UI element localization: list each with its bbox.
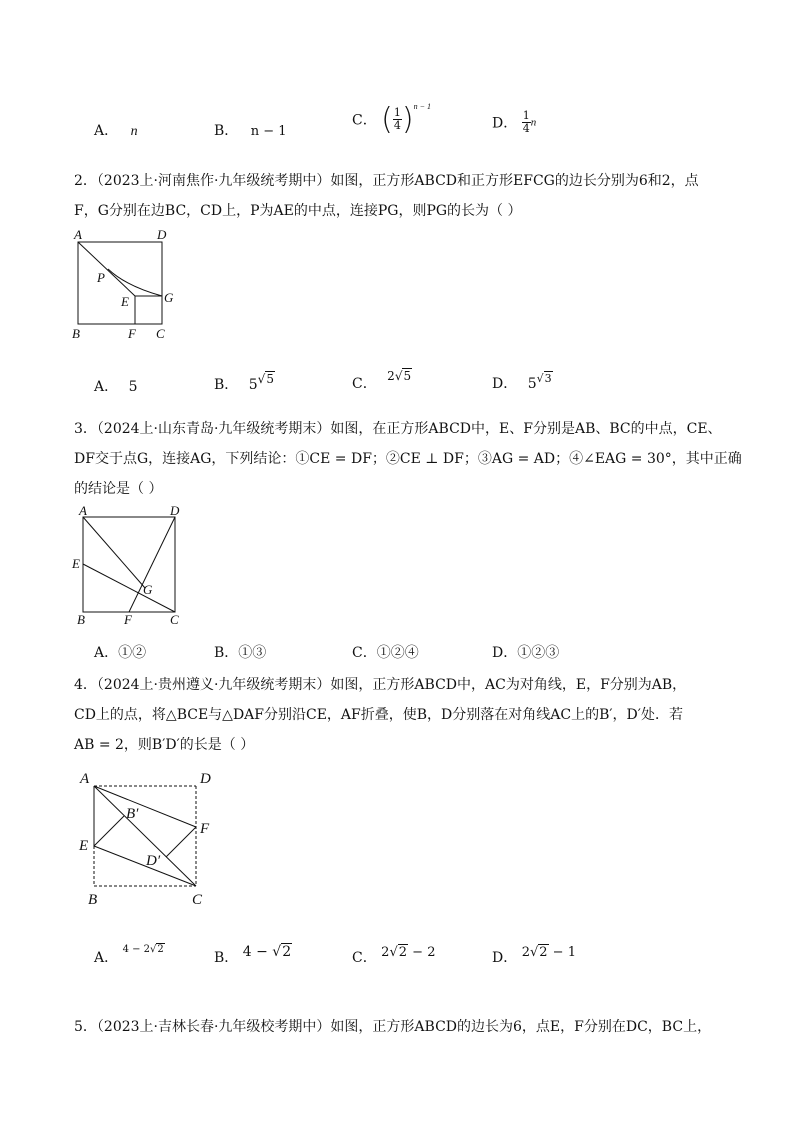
q2-option-c: C． 2√5 — [352, 369, 412, 392]
segment-ce — [83, 564, 175, 612]
right-paren: ) — [401, 102, 414, 137]
fraction — [522, 110, 531, 135]
q4-option-a: A． $^{4 - 2√2}$ — [94, 944, 164, 966]
denominator: 4 — [522, 122, 530, 135]
option-value: ①③ — [238, 645, 267, 661]
segment-ae — [78, 242, 135, 296]
radicand: 2 — [539, 945, 548, 960]
option-letter: D． — [492, 645, 518, 661]
label-g: G — [143, 582, 153, 597]
segment-fd-prime — [166, 827, 196, 857]
label-c: C — [156, 326, 165, 341]
label-c: C — [170, 612, 179, 627]
square-abcd — [83, 517, 175, 612]
q1-option-d — [492, 110, 536, 135]
option-letter: D． — [492, 115, 518, 132]
radicand: 2 — [282, 944, 292, 960]
denominator: 4 — [393, 119, 401, 132]
q2-option-a — [94, 376, 138, 396]
q3-option-c — [352, 642, 419, 662]
q2-text-line1: 2．（2023上·河南焦作·九年级统考期中）如图，正方形ABCD和正方形EFCG的边长分别为6和2，点 — [74, 173, 699, 189]
option-letter: A． — [94, 950, 119, 966]
expr-pre: 2 — [521, 945, 530, 960]
label-b: B — [77, 612, 85, 627]
option-letter: A． — [94, 123, 119, 139]
label-b-prime: B′ — [126, 806, 139, 822]
option-coef: 5 — [527, 376, 537, 392]
option-letter: C． — [352, 950, 377, 966]
option-value: 5 — [128, 379, 138, 395]
q3-text-line1: 3．（2024上·山东青岛·九年级统考期末）如图，在正方形ABCD中，E、F分别是AB、BC的中点，CE、 — [74, 421, 722, 437]
label-d: D — [200, 771, 211, 787]
radicand: 5 — [266, 372, 274, 386]
option-letter: B． — [214, 123, 239, 139]
option-value: ①②③ — [517, 645, 560, 661]
segment-eb-prime — [94, 816, 124, 846]
segment-ec — [94, 846, 196, 886]
q1-option-b — [214, 120, 287, 140]
option-letter: B． — [214, 950, 239, 966]
square-efcg — [135, 296, 162, 324]
segment-ag — [83, 517, 145, 588]
q4-option-c: C． 2√2 − 2 — [352, 945, 436, 966]
q2-option-d: D． $5^{√3}$ — [492, 372, 552, 392]
q5-text-line1: 5．（2023上·吉林长春·九年级校考期中）如图，正方形ABCD的边长为6，点E，F分别在DC，BC上， — [74, 1019, 712, 1035]
segment-df — [129, 517, 175, 612]
numerator: 1 — [522, 109, 530, 122]
left-paren: ( — [381, 102, 393, 137]
fraction — [393, 107, 402, 132]
option-expr: n — [130, 124, 138, 139]
expr-pre: 4 − — [242, 944, 273, 960]
q3-option-a — [94, 642, 146, 662]
option-expr: n − 1 — [250, 124, 287, 139]
q1-option-a — [94, 120, 138, 140]
label-c: C — [192, 892, 203, 908]
option-coef: 2 — [387, 369, 395, 383]
diagonal-ac — [94, 786, 196, 886]
option-letter: B． — [214, 645, 239, 661]
q4-figure — [74, 764, 224, 910]
label-a: A — [79, 503, 87, 518]
q2-text-line2: F，G分别在边BC，CD上，P为AE的中点，连接PG，则PG的长为（ ） — [74, 203, 522, 219]
q3-option-b — [214, 642, 266, 662]
option-coef: 5 — [248, 377, 258, 393]
label-p: P — [97, 270, 105, 285]
q1-option-c — [352, 102, 431, 137]
option-letter: C． — [352, 645, 377, 661]
q3-option-d — [492, 642, 559, 662]
option-value: ①② — [118, 645, 147, 661]
option-value: ①②④ — [376, 645, 419, 661]
radicand: 2 — [157, 944, 164, 955]
expr-post: − 2 — [408, 945, 436, 960]
option-letter: A． — [94, 645, 119, 661]
label-f: F — [128, 326, 136, 341]
segment-pg — [108, 269, 162, 296]
radicand: 2 — [398, 945, 408, 960]
label-f: F — [200, 821, 210, 837]
q4-text-line1: 4．（2024上·贵州遵义·九年级统考期末）如图，正方形ABCD中，AC为对角线，E，F分别为AB， — [74, 677, 687, 693]
label-g: G — [164, 290, 174, 305]
expr-post: − 1 — [548, 945, 576, 960]
label-b: B — [88, 892, 98, 908]
label-a: A — [80, 771, 90, 787]
q4-text-line3: AB = 2，则B′D′的长是（ ） — [74, 737, 255, 753]
label-e: E — [121, 294, 129, 309]
q4-text-line2: CD上的点，将△BCE与△DAF分别沿CE，AF折叠，使B，D分别落在对角线AC上的B′，D′处．若 — [74, 707, 683, 723]
q3-figure — [66, 502, 196, 630]
q4-option-d: D． 2√2 − 1 — [492, 945, 576, 966]
label-f: F — [124, 612, 132, 627]
label-a: A — [74, 227, 82, 242]
numerator: 1 — [393, 106, 401, 119]
label-e: E — [72, 556, 80, 571]
label-e: E — [79, 838, 89, 854]
option-letter: A． — [94, 379, 119, 395]
option-letter: D． — [492, 950, 518, 966]
option-letter: B． — [214, 377, 239, 393]
q4-option-b: B． 4 − √2 — [214, 944, 292, 966]
exponent: n − 1 — [413, 102, 432, 111]
variable: n — [530, 116, 537, 129]
radicand: 5 — [403, 369, 412, 383]
q2-figure — [66, 226, 196, 344]
label-d-prime: D′ — [146, 853, 161, 869]
radicand: 3 — [544, 372, 552, 385]
label-d: D — [157, 227, 167, 242]
option-letter: C． — [352, 112, 377, 129]
expr-pre: 4 − 2 — [122, 944, 151, 955]
q3-text-line3: 的结论是（ ） — [74, 481, 163, 497]
label-b: B — [72, 326, 80, 341]
q3-text-line2: DF交于点G，连接AG，下列结论：①CE = DF；②CE ⊥ DF；③AG = AD；④∠EAG = 30°，其中正确 — [74, 451, 742, 467]
expr-pre: 2 — [381, 945, 390, 960]
option-letter: C． — [352, 376, 377, 392]
segment-af — [94, 786, 196, 827]
option-letter: D． — [492, 376, 518, 392]
label-d: D — [170, 503, 180, 518]
q2-option-b: B． 5√5 — [214, 372, 274, 393]
